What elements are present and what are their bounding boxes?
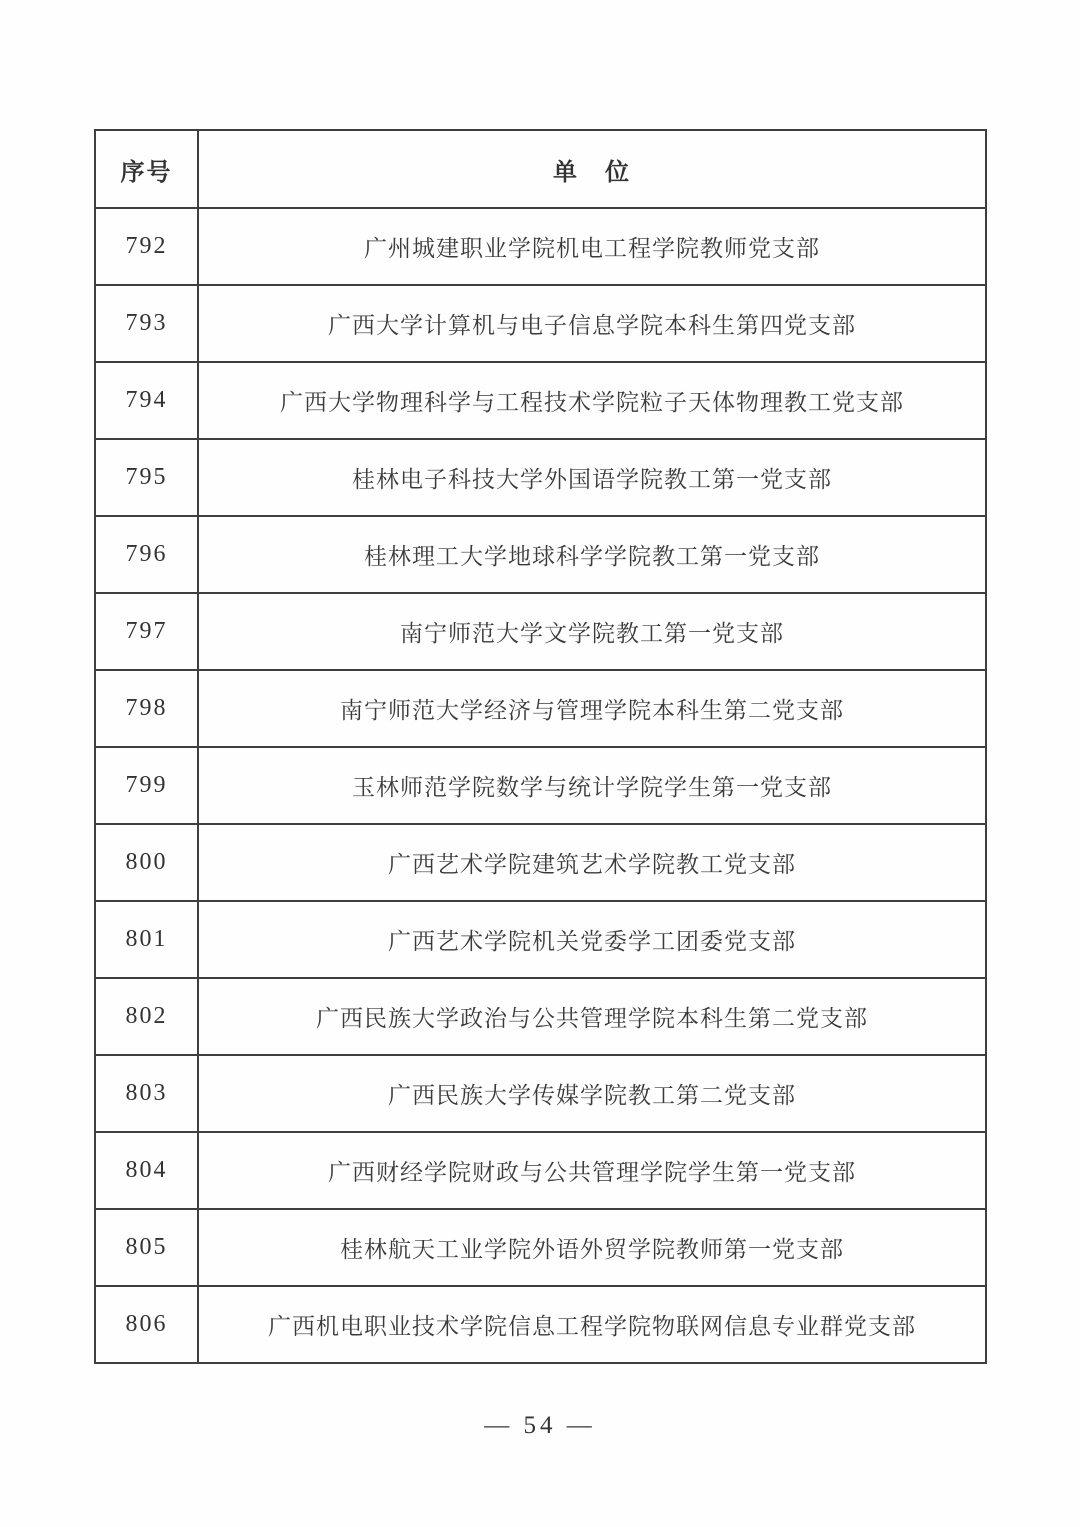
row-serial-number-cell: 798 [95, 670, 198, 747]
row-serial-number-cell: 799 [95, 747, 198, 824]
row-unit-name-cell: 桂林电子科技大学外国语学院教工第一党支部 [198, 439, 986, 516]
table-row [95, 362, 986, 439]
row-unit-name-cell: 广西大学物理科学与工程技术学院粒子天体物理教工党支部 [198, 362, 986, 439]
row-serial-number-cell: 806 [95, 1286, 198, 1363]
table-row [95, 1055, 986, 1132]
row-unit-name-cell: 广西艺术学院建筑艺术学院教工党支部 [198, 824, 986, 901]
table-row [95, 516, 986, 593]
table-row [95, 1132, 986, 1209]
table-row [95, 1209, 986, 1286]
table-row [95, 1286, 986, 1363]
row-serial-number-cell: 805 [95, 1209, 198, 1286]
row-unit-name-cell: 南宁师范大学文学院教工第一党支部 [198, 593, 986, 670]
table-row [95, 978, 986, 1055]
row-serial-number-cell: 803 [95, 1055, 198, 1132]
row-serial-number-cell: 792 [95, 208, 198, 285]
row-unit-name-cell: 广西艺术学院机关党委学工团委党支部 [198, 901, 986, 978]
table-header-row [95, 130, 986, 208]
row-serial-number-cell: 796 [95, 516, 198, 593]
row-unit-name-cell: 广西财经学院财政与公共管理学院学生第一党支部 [198, 1132, 986, 1209]
table-row [95, 901, 986, 978]
row-unit-name-cell: 南宁师范大学经济与管理学院本科生第二党支部 [198, 670, 986, 747]
row-serial-number-cell: 793 [95, 285, 198, 362]
row-unit-name-cell: 广西民族大学传媒学院教工第二党支部 [198, 1055, 986, 1132]
page-number: — 54 — [484, 1412, 596, 1439]
row-unit-name-cell: 桂林航天工业学院外语外贸学院教师第一党支部 [198, 1209, 986, 1286]
row-serial-number-cell: 802 [95, 978, 198, 1055]
table-row [95, 670, 986, 747]
row-serial-number-cell: 804 [95, 1132, 198, 1209]
row-serial-number-cell: 795 [95, 439, 198, 516]
header-serial-number: 序号 [95, 130, 198, 208]
table-row [95, 439, 986, 516]
table-row [95, 824, 986, 901]
table-row [95, 747, 986, 824]
table-row [95, 593, 986, 670]
row-unit-name-cell: 桂林理工大学地球科学学院教工第一党支部 [198, 516, 986, 593]
row-serial-number-cell: 800 [95, 824, 198, 901]
table-body [95, 208, 986, 1363]
row-serial-number-cell: 797 [95, 593, 198, 670]
row-unit-name-cell: 玉林师范学院数学与统计学院学生第一党支部 [198, 747, 986, 824]
row-unit-name-cell: 广州城建职业学院机电工程学院教师党支部 [198, 208, 986, 285]
table-row [95, 208, 986, 285]
table-row [95, 285, 986, 362]
row-unit-name-cell: 广西机电职业技术学院信息工程学院物联网信息专业群党支部 [198, 1286, 986, 1363]
row-unit-name-cell: 广西民族大学政治与公共管理学院本科生第二党支部 [198, 978, 986, 1055]
row-serial-number-cell: 794 [95, 362, 198, 439]
row-serial-number-cell: 801 [95, 901, 198, 978]
units-table [94, 129, 987, 1364]
row-unit-name-cell: 广西大学计算机与电子信息学院本科生第四党支部 [198, 285, 986, 362]
header-unit: 单 位 [198, 130, 986, 208]
